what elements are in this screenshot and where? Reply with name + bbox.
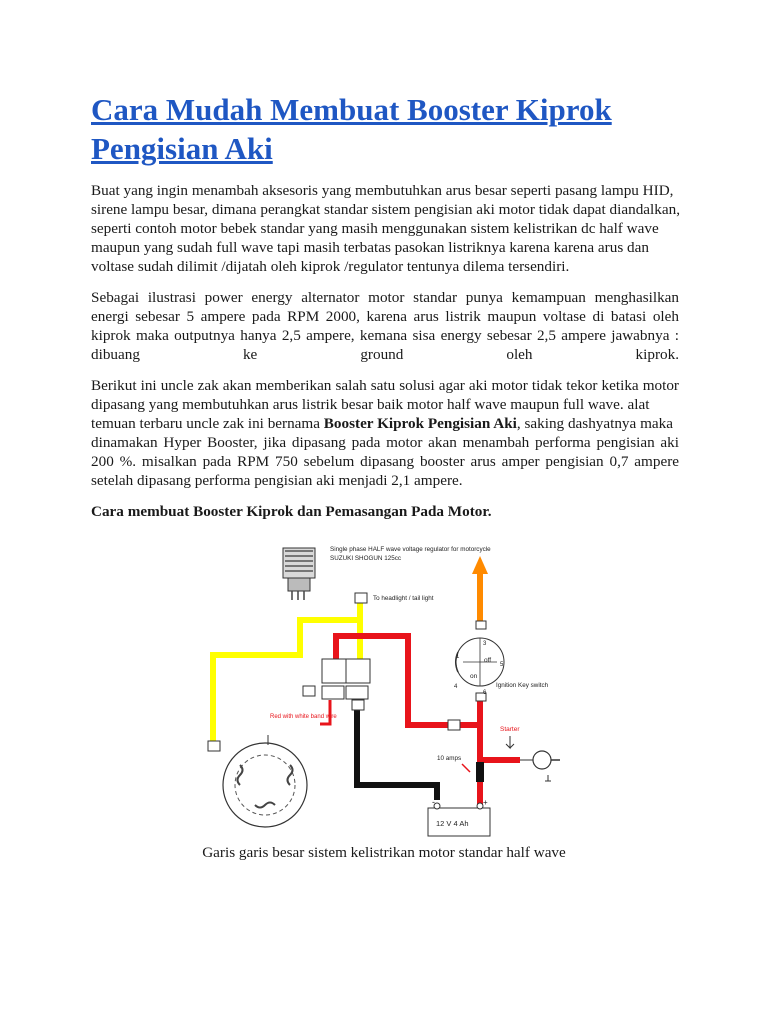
ignition-switch-label: Ignition Key switch xyxy=(496,682,549,689)
switch-terminal-4: 4 xyxy=(454,684,458,690)
regulator-label: Single phase HALF wave voltage regulator for motorcycle xyxy=(330,546,491,553)
switch-terminal-6: 6 xyxy=(483,690,487,696)
product-name-bold: Booster Kiprok Pengisian Aki xyxy=(323,415,517,432)
paragraph-1-line: sirene lampu besar, dimana perangkat standar sistem pengisian aki motor tidak dapat diandalkan, xyxy=(91,201,680,218)
paragraph-2-line: kiprok maka outputnya hanya 2,5 ampere, kemana sisa energy sebesar 2,5 ampere jawabnya : xyxy=(91,327,679,344)
paragraph-3-text: temuan terbaru uncle zak ini bernama xyxy=(91,415,324,432)
regulator-model-label: SUZUKI SHOGUN 125cc xyxy=(330,555,402,562)
paragraph-3-line: Berikut ini uncle zak akan memberikan salah satu solusi agar aki motor tidak tekor ketika motor xyxy=(91,377,679,394)
ignition-switch-icon xyxy=(456,638,504,686)
alternator-icon xyxy=(223,743,307,827)
orange-arrow-icon xyxy=(472,556,488,574)
starter-motor-icon xyxy=(520,751,560,781)
switch-off-label: off xyxy=(484,657,492,664)
paragraph-1-line: seperti contoh motor bebek standar yang masih menggunakan sistem kelistrikan dc half wave xyxy=(91,220,659,237)
paragraph-1-line: voltase sudah dilimit /dijatah oleh kiprok /regulator tentunya dilema tersendiri. xyxy=(91,258,570,275)
paragraph-3-text: , saking dashyatnya maka xyxy=(516,415,673,432)
switch-terminal-3: 3 xyxy=(483,641,487,647)
switch-on-label: on xyxy=(470,673,478,680)
wire-color-label: Red with white band wire xyxy=(270,714,337,720)
section-heading: Cara membuat Booster Kiprok dan Pemasangan Pada Motor. xyxy=(91,503,492,520)
paragraph-3-line: dinamakan Hyper Booster, jika dipasang pada motor akan menambah performa pengisian aki xyxy=(91,434,679,451)
battery-label: 12 V 4 Ah xyxy=(436,819,469,828)
switch-terminal-1: 1 xyxy=(456,654,460,660)
battery-minus-label: - xyxy=(432,797,435,807)
starter-arrow-icon xyxy=(506,736,514,748)
regulator-icon xyxy=(283,548,315,600)
fuse-arrow-icon xyxy=(462,764,470,772)
paragraph-3-line: 200 %. misalkan pada RPM 750 sebelum dipasang booster arus amper pengisian 0,7 ampere xyxy=(91,453,679,470)
paragraph-3-line: dipasang yang membutuhkan arus listrik besar baik motor half wave maupun full wave. alat xyxy=(91,396,650,413)
paragraph-2-line: dibuang ke ground oleh kiprok. xyxy=(91,346,679,363)
paragraph-2-line: Sebagai ilustrasi power energy alternator motor standar punya kemampuan menghasilkan xyxy=(91,289,679,306)
paragraph-1-line: Buat yang ingin menambah aksesoris yang membutuhkan arus besar seperti pasang lampu HID, xyxy=(91,182,674,199)
switch-terminal-5: 5 xyxy=(500,662,504,668)
page-title[interactable]: Cara Mudah Membuat Booster Kiprok Pengisian Aki xyxy=(91,92,612,166)
paragraph-2-line: energi sebesar 5 ampere pada RPM 2000, karena arus listrik maupun voltase di batasi oleh xyxy=(91,308,679,325)
diagram-caption: Garis garis besar sistem kelistrikan motor standar half wave xyxy=(202,844,566,861)
red-feed-wire xyxy=(320,700,330,724)
paragraph-1-line: maupun yang sudah full wave tapi masih terbatas pasokan listriknya karena karena arus dan xyxy=(91,239,649,256)
starter-label: Starter xyxy=(500,726,520,733)
paragraph-3-line: setelah dipasang performa pengisian aki menjadi 2,1 ampere. xyxy=(91,472,463,489)
headlight-label: To headlight / tail light xyxy=(373,595,434,602)
fuse-icon xyxy=(476,762,484,782)
battery-plus-label: + xyxy=(483,798,488,807)
black-ground-wire xyxy=(357,700,437,800)
fuse-label: 10 amps xyxy=(437,755,462,762)
